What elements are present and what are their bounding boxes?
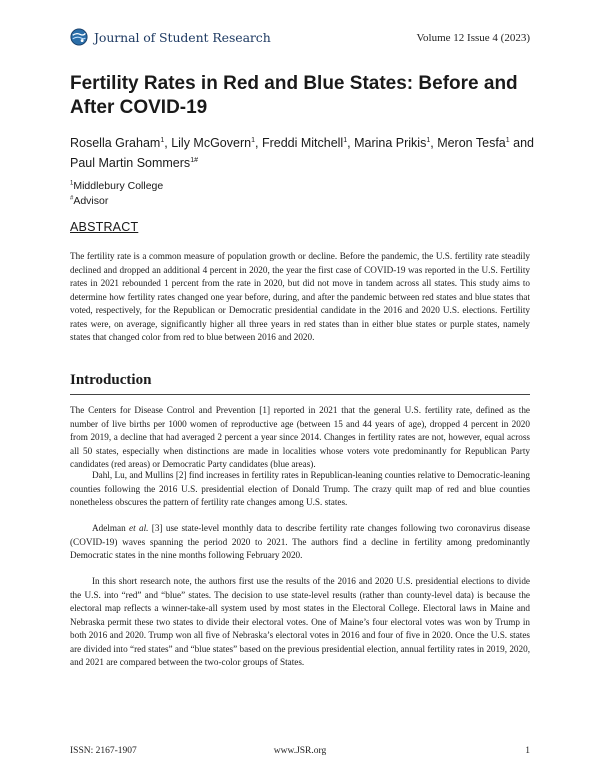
journal-logo	[70, 28, 271, 46]
abstract-text: The fertility rate is a common measure of population growth or decline. Before the pandemic, the U.S. fertility rate steadily declined and dropped an additional 4 percent in 2020, the year the first case of COVID-19 was reported in the U.S. Fertility rates in 2021 rebounded 1 percent from the rate in 2020, but did not move in tandem across all states. This study aims to determine how fertility rates changed one year before, during, and after the pandemic between red states and blue states that voted, respectively, for the Republican or Democratic presidential candidate in the 2016 and 2020 U.S. elections. Fertility rates were, on average, significantly higher all three years in red states than in either blue states or purple states, namely states that changed color from red to blue between 2016 and 2020.	[70, 251, 530, 343]
introduction-heading: Introduction	[70, 372, 152, 388]
intro-paragraph-3: Adelman et al. [3] use state-level monthly data to describe fertility rate changes following two coronavirus disease (COVID-19) waves spanning the period 2020 to 2021. The authors find a decline in fertility among predominantly Democratic states in the nine months following February 2020.	[70, 523, 530, 561]
author-mark: 1	[251, 137, 255, 144]
author-mark: 1	[160, 137, 165, 144]
affiliation: #Advisor	[70, 195, 109, 207]
author-mark: 1#	[190, 157, 198, 165]
author: Rosella Graham	[70, 136, 161, 151]
author: Lily McGovern	[171, 136, 252, 151]
author-mark: 1	[343, 137, 348, 144]
author: Freddi Mitchell	[261, 136, 344, 151]
journal-name: Journal of Student Research	[94, 29, 271, 45]
abstract-heading: ABSTRACT	[70, 220, 139, 234]
affiliation: $^1$Middlebury College	[70, 180, 164, 192]
author-mark: 1	[505, 137, 510, 144]
author: Marina Prikis	[354, 136, 427, 151]
volume-issue: Volume 12 Issue 4 (2023)	[416, 32, 530, 44]
author: Paul Martin Sommers	[70, 156, 191, 171]
et-al: et al.	[129, 523, 149, 533]
author-mark: 1	[426, 137, 431, 144]
journal-url[interactable]: www.JSR.org	[273, 746, 327, 756]
intro-paragraph-2: Dahl, Lu, and Mullins [2] find increases in fertility rates in Republican-leaning counties relative to Democratic-leaning counties following the 2016 U.S. presidential election of Donald Trump. The crazy quilt map of red and blue counties nonetheless obscures the pattern of fertility rate changes among U.S. states.	[70, 470, 530, 508]
globe-icon	[70, 28, 88, 46]
author: Meron Tesfa	[437, 136, 506, 151]
issn: ISSN: 2167-1907	[70, 746, 137, 756]
page-header	[70, 28, 530, 50]
author-list: Rosella Graham$^1$, Lily McGovern$^1$, Freddi Mitchell$^1$, Marina Prikis$^1$, Meron Tesfa$^1$ and Paul Martin Sommers$^{1\#}$	[70, 136, 534, 171]
intro-paragraph-1: The Centers for Disease Control and Prevention [1] reported in 2021 that the general U.S. fertility rate, defined as the number of live births per 1000 women of reproductive age (between 15 and 44 years of age), dropped 4 percent in 2020 from 2019, a decline that had averaged 2 percent a year since 2014. Changes in fertility rates are not, however, equal across all 50 states, especially when distinctions are made in localities whose voters vote predominantly for Republican Party candidates (red areas) or Democratic Party candidates (blue areas).	[70, 405, 530, 470]
section-divider	[70, 394, 530, 395]
intro-paragraph-4: In this short research note, the authors first use the results of the 2016 and 2020 U.S. presidential elections to divide the U.S. into “red” and “blue” states. The decision to use state-level results (rather than county-level data) is because the electoral map reflects a winner-take-all system used by most states in the Electoral College. Electoral laws in Maine and Nebraska permit these two states to divide their electoral votes. One of Maine’s four electoral votes was won by Trump in both 2016 and 2020. Trump won all five of Nebraska’s electoral votes in 2016 and four of five in 2020. Once the U.S. states are divided into “red states” and “blue states” based on the previous presidential election, annual fertility rates in 2019, 2020, and 2021 are compared between the two-color groups of States.	[70, 576, 530, 668]
page-footer	[70, 746, 530, 760]
paper-title: Fertility Rates in Red and Blue States: Before and After COVID-19	[70, 73, 518, 118]
page-number: 1	[525, 746, 530, 756]
